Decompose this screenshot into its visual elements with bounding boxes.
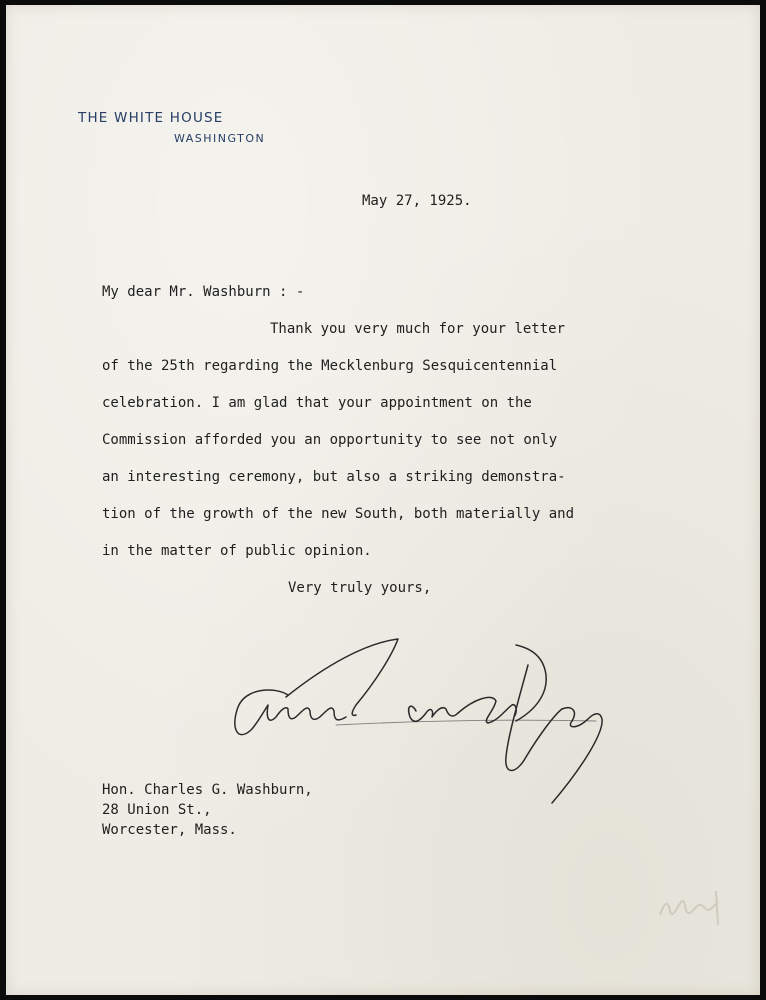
salutation: My dear Mr. Washburn : - bbox=[102, 284, 305, 300]
letterhead bbox=[78, 110, 265, 145]
body-line: Commission afforded you an opportunity to see not only bbox=[102, 432, 558, 448]
body-line: of the 25th regarding the Mecklenburg Sesquicentennial bbox=[102, 358, 558, 374]
recipient-line: 28 Union St., bbox=[102, 802, 212, 818]
letterhead-title: THE WHITE HOUSE bbox=[78, 110, 224, 126]
body-line: celebration. I am glad that your appointment on the bbox=[102, 395, 532, 411]
closing: Very truly yours, bbox=[288, 580, 432, 596]
letter-date: May 27, 1925. bbox=[362, 193, 472, 209]
body-line: in the matter of public opinion. bbox=[102, 543, 372, 559]
pencil-mark bbox=[656, 885, 726, 931]
body-line: an interesting ceremony, but also a striking demonstra- bbox=[102, 469, 566, 485]
letter-paper bbox=[6, 5, 760, 995]
recipient-line: Hon. Charles G. Washburn, bbox=[102, 782, 313, 798]
body-line: Thank you very much for your letter bbox=[270, 321, 566, 337]
recipient-line: Worcester, Mass. bbox=[102, 822, 237, 838]
letterhead-subtitle: WASHINGTON bbox=[174, 132, 266, 145]
body-line: tion of the growth of the new South, both materially and bbox=[102, 506, 575, 522]
